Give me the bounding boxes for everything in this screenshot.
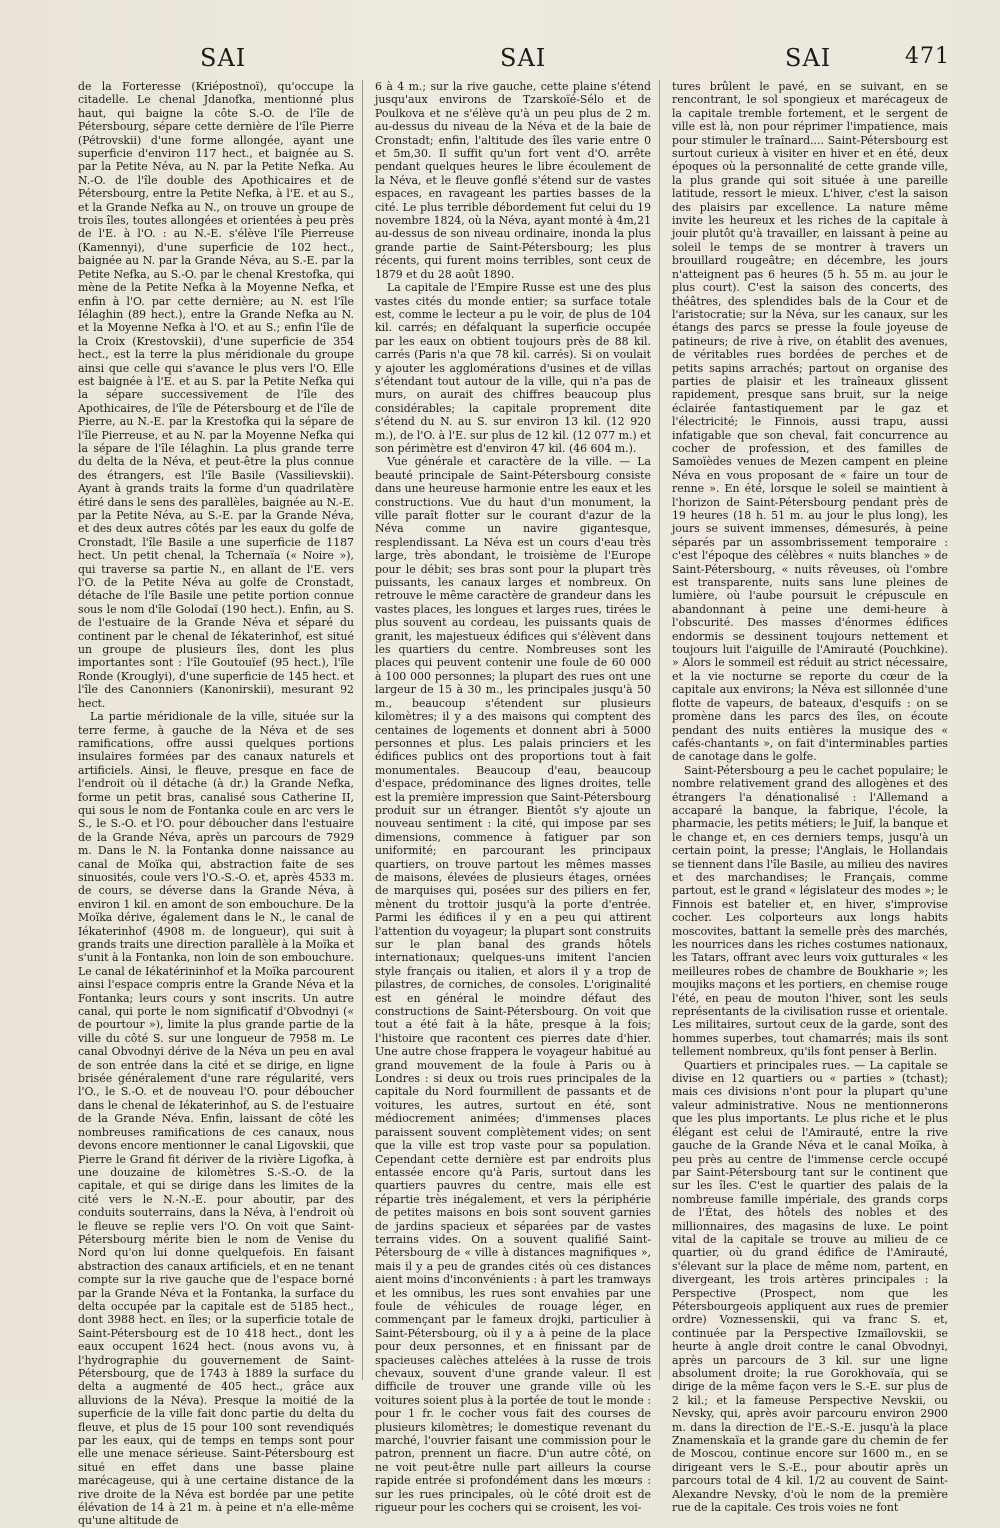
column-2 [375,80,660,1515]
header-left-word: SAI [200,44,247,72]
paragraph: tures brûlent le pavé, en se suivant, en se rencontrant, le sol spongieux et marécageux de la capitale tremble fortement, et le sergent de ville est là, non pour réprimer l'impatience, mais pour stimuler le traînard.... Saint-Pétersbourg est surtout curieux à visiter en hiver et en été, deux époques où la personnalité de cette grande ville, la plus grande qui soit située à une pareille latitude, ressort le mieux. L'hiver, c'est la saison des plaisirs par excellence. La nature même invite les heureux et les riches de la capitale à jouir plutôt qu'à travailler, en laissant à peine au soleil le temps de se montrer à travers un brouillard rougeâtre; en décembre, les jours n'atteignent pas 6 heures (5 h. 55 m. au jour le plus court). C'est la saison des concerts, des théâtres, des splendides bals de la Cour et de l'aristocratie; sur la Néva, sur les canaux, sur les étangs des parcs se presse la foule joyeuse de patineurs; de rive à rive, on établit des avenues, de véritables rues bordées de perches et de petits sapins arrachés; partout on organise des parties de plaisir et les traîneaux glissent rapidement, presque sans bruit, sur la neige éclairée fantastiquement par le gaz et l'électricité; le Finnois, aussi trapu, aussi infatigable que son cheval, fait concurrence au cocher de profession, et des familles de Samoïèdes venues de Mezen campent en pleine Néva en vous proposant de « faire un tour de renne ». En été, lorsque le soleil se maintient à l'horizon de Saint-Pétersbourg pendant près de 19 heures (18 h. 51 m. au jour le plus long), les jours se suivent immenses, démesurés, à peine séparés par un assombrissement temporaire : c'est l'époque des célèbres « nuits blanches » de Saint-Pétersbourg, « nuits rêveuses, où l'ombre est transparente, nuits sans lune pleines de lumière, où l'aube poursuit le crépuscule en abandonnant à peine une demi-heure à l'obscurité. Des masses d'énormes édifices endormis se dessinent toujours nettement et toujours luit l'aiguille de l'Amirauté (Pouchkine). » Alors le sommeil est réduit au strict nécessaire, et la vie nocturne se reporte du cœur de la capitale aux environs; la Néva est sillonnée d'une flotte de vapeurs, de bateaux, d'esquifs : on se promène dans les parcs des îles, on écoute pendant des nuits entières la musique des « cafés-chantants », on fait d'interminables parties de canotage dans le golfe. [672,80,948,764]
paragraph: 6 à 4 m.; sur la rive gauche, cette plaine s'étend jusqu'aux environs de Tzarskoïé-Sélo et de Poulkova et ne s'élève qu'à un peu plus de 2 m. au-dessus du niveau de la Néva et de la baie de Cronstadt; enfin, l'altitude des îles varie entre 0 et 5m,30. Il suffit qu'un fort vent d'O. arrête pendant quelques heures le libre écoulement de la Néva, et le fleuve gonflé s'étend sur de vastes espaces, en ravageant les parties basses de la cité. Le plus terrible débordement fut celui du 19 novembre 1824, où la Néva, ayant monté à 4m,21 au-dessus de son niveau ordinaire, inonda la plus grande partie de Saint-Pétersbourg; les plus récents, qui furent moins terribles, sont ceux de 1879 et du 28 août 1890. [375,80,651,281]
paragraph: Vue générale et caractère de la ville. — La beauté principale de Saint-Pétersbourg consiste dans une heureuse harmonie entre les eaux et les constructions. Vue du haut d'un monument, la ville paraît flotter sur le courant d'azur de la Néva comme un navire gigantesque, resplendissant. La Néva est un cours d'eau très large, très abondant, le troisième de l'Europe pour le débit; ses bras sont pour la plupart très puissants, les canaux larges et nombreux. On retrouve le même caractère de grandeur dans les vastes places, les longues et larges rues, tirées le plus souvent au cordeau, les puissants quais de granit, les majestueux édifices qui s'élèvent dans les quartiers du centre. Nombreuses sont les places qui peuvent contenir une foule de 60 000 à 100 000 personnes; la plupart des rues ont une largeur de 15 à 30 m., les principales jusqu'à 50 m., beaucoup s'étendent sur plusieurs kilomètres; il y a des maisons qui comptent des centaines de logements et donnent abri à 5000 personnes et plus. Les palais princiers et les édifices publics ont des proportions tout à fait monumentales. Beaucoup d'eau, beaucoup d'espace, prédominance des lignes droites, telle est la première impression que Saint-Pétersbourg produit sur un étranger. Bientôt s'y ajoute un nouveau sentiment : la cité, qui impose par ses dimensions, commence à fatiguer par son uniformité; en parcourant les principaux quartiers, on trouve partout les mêmes masses de maisons, élevées de plusieurs étages, ornées de marquises qui, posées sur des piliers en fer, mènent du trottoir jusqu'à la porte d'entrée. Parmi les édifices il y en a peu qui attirent l'attention du voyageur; la plupart sont construits sur le plan banal des grands hôtels internationaux; quelques-uns imitent l'ancien style français ou italien, et alors il y a trop de pilastres, de corniches, de consoles. L'originalité est en général le moindre défaut des constructions de Saint-Pétersbourg. On voit que tout a été fait à la hâte, presque à la fois; l'histoire que racontent ces pierres date d'hier. Une autre chose frappera le voyageur habitué au grand mouvement de la foule à Paris ou à Londres : si deux ou trois rues principales de la capitale du Nord fourmillent de passants et de voitures, les autres, surtout en été, sont médiocrement animées; d'immenses places paraissent souvent complètement vides; on sent que la ville est trop vaste pour sa population. Cependant cette dernière est par endroits plus entassée encore qu'à Paris, surtout dans les quartiers pauvres du centre, mais elle est répartie très inégalement, et vers la périphérie de petites maisons en bois sont souvent garnies de jardins spacieux et séparées par de vastes terrains vides. On a souvent qualifié Saint-Pétersbourg de « ville à distances magnifiques », mais il y a peu de grandes cités où ces distances aient moins d'inconvénients : à part les tramways et les omnibus, les rues sont envahies par une foule de véhicules de rouage léger, en commençant par le fameux drojki, particulier à Saint-Pétersbourg, où il y a à peine de la place pour deux personnes, et en finissant par de spacieuses calèches attelées à la russe de trois chevaux, souvent d'une grande valeur. Il est difficile de trouver une grande ville où les voitures soient plus à la portée de tout le monde : pour 1 fr. le cocher vous fait des courses de plusieurs kilomètres; le domestique revenant du marché, l'ouvrier faisant une commission pour le patron, prennent un fiacre. D'un autre côté, on ne voit peut-être nulle part ailleurs la course rapide entrée si profondément dans les mœurs : sur les rues principales, où le côté droit est de rigueur pour les cochers qui se croisent, les voi- [375,455,651,1515]
page-number: 471 [905,44,950,69]
paragraph: Quartiers et principales rues. — La capitale se divise en 12 quartiers ou « parties » (tchast); mais ces divisions n'ont pour la plupart qu'une valeur administrative. Nous ne mentionnerons que les plus importants. Le plus riche et le plus élégant est celui de l'Amirauté, entre la rive gauche de la Grande Néva et le canal Moïka, à peu près au centre de l'immense cercle occupé par Saint-Pétersbourg tant sur le continent que sur les îles. C'est le quartier des palais de la nombreuse famille impériale, des grands corps de l'État, des hôtels des nobles et des millionnaires, des magasins de luxe. Le point vital de la capitale se trouve au milieu de ce quartier, où du grand édifice de l'Amirauté, s'élevant sur la place de même nom, partent, en divergeant, les trois artères principales : la Perspective (Prospect, nom que les Pétersbourgeois appliquent aux rues de premier ordre) Voznessenskii, qui va franc S. et, continuée par la Perspective Izmaïlovskii, se heurte à angle droit contre le canal Obvodnyi, après un parcours de 3 kil. sur une ligne absolument droite; la rue Gorokhovaïa, qui se dirige de la même façon vers le S.-E. sur plus de 2 kil.; et la fameuse Perspective Nevskii, ou Nevsky, qui, après avoir parcouru environ 2900 m. dans la direction de l'E.-S.-E. jusqu'à la place Znamenskaïa et la grande gare du chemin de fer de Moscou, continue encore sur 1600 m., en se dirigeant vers le S.-E., pour aboutir après un parcours total de 4 kil. 1/2 au couvent de Saint-Alexandre Nevsky, d'où le nom de la première rue de la capitale. Ces trois voies ne font [672,1058,948,1515]
text-columns [78,80,948,1528]
paragraph: Saint-Pétersbourg a peu le cachet populaire; le nombre relativement grand des allogènes et des étrangers l'a dénationalisé : l'Allemand a accaparé la banque, la fabrique, l'école, la pharmacie, les petits métiers; le Juif, la banque et le change et, en ces derniers temps, jusqu'à un certain point, la presse; l'Anglais, le Hollandais se tiennent dans l'île Basile, au milieu des navires et des marchandises; le Français, comme partout, est le grand « législateur des modes »; le Finnois est batelier et, en hiver, s'improvise cocher. Les colporteurs aux longs habits moscovites, battant la semelle près des marchés, les nourrices dans les riches costumes nationaux, les Tatars, offrant avec leurs voix gutturales « les meilleures robes de chambre de Boukharie »; les moujiks maçons et les portiers, en chemise rouge l'été, en peau de mouton l'hiver, sont les seuls représentants de la civilisation russe et orientale. Les militaires, surtout ceux de la garde, sont des hommes superbes, tout chamarrés; mais ils sont tellement nombreux, qu'ils font penser à Berlin. [672,763,948,1059]
paragraph: La partie méridionale de la ville, située sur la terre ferme, à gauche de la Néva et de ses ramifications, offre aussi quelques portions insulaires formées par des canaux naturels et artificiels. Ainsi, le fleuve, presque en face de l'endroit où il détache (à dr.) la Grande Nefka, forme un petit bras, canalisé sous Catherine II, qui sous le nom de Fontanka coule en arc vers le S., le S.-O. et l'O. pour déboucher dans l'estuaire de la Grande Néva, après un parcours de 7929 m. Dans le N. la Fontanka donne naissance au canal de Moïka qui, abstraction faite de ses sinuosités, coule vers l'O.-S.-O. et, après 4533 m. de cours, se déverse dans la Grande Néva, à environ 1 kil. en amont de son embouchure. De la Moïka dérive, également dans le N., le canal de Iékaterinhof (4908 m. de longueur), qui suit à grands traits une direction parallèle à la Moïka et s'unit à la Fontanka, non loin de son embouchure. Le canal de Iékatérininhof et la Moïka parcourent ainsi l'espace compris entre la Grande Néva et la Fontanka; leurs cours y sont inscrits. Un autre canal, qui porte le nom significatif d'Obvodnyi (« de pourtour »), limite la plus grande partie de la ville du côté S. sur une longueur de 7958 m. Le canal Obvodnyi dérive de la Néva un peu en aval de son entrée dans la cité et se dirige, en ligne brisée généralement d'une rare régularité, vers l'O., le S.-O. et de nouveau l'O. pour déboucher dans le chenal de Iékaterinhof, au S. de l'estuaire de la Grande Néva. Enfin, laissant de côté les nombreuses ramifications de ces canaux, nous devons encore mentionner le canal Ligovskii, que Pierre le Grand fit dériver de la rivière Ligofka, à une douzaine de kilomètres S.-S.-O. de la capitale, et qui se dirige dans les limites de la cité vers le N.-N.-E. pour aboutir, par des conduits souterrains, dans la Néva, à l'endroit où le fleuve se replie vers l'O. On voit que Saint-Pétersbourg mérite bien le nom de Venise du Nord qu'on lui donne quelquefois. En faisant abstraction des canaux artificiels, et en ne tenant compte sur la rive gauche que de l'espace borné par la Grande Néva et la Fontanka, la surface du delta occupée par la capitale est de 5185 hect., dont 3988 hect. en îles; or la superficie totale de Saint-Pétersbourg est de 10 418 hect., dont les eaux occupent 1624 hect. (nous avons vu, à l'hydrographie du gouvernement de Saint-Pétersbourg, que de 1743 à 1889 la surface du delta a augmenté de 405 hect., grâce aux alluvions de la Néva). Presque la moitié de la superficie de la ville fait donc partie du delta du fleuve, et plus de 15 pour 100 sont revendiqués par les eaux, qui de temps en temps sont pour elle une menace sérieuse. Saint-Pétersbourg est situé en effet dans une basse plaine marécageuse, qui à une certaine distance de la rive droite de la Néva est bordée par une petite élévation de 14 à 21 m. à peine et n'a elle-même qu'une altitude de [78,710,354,1528]
column-1 [78,80,363,1528]
paragraph: de la Forteresse (Kriépostnoï), qu'occupe la citadelle. Le chenal Jdanofka, mentionné plus haut, qui baigne la côte S.-O. de l'île de Pétersbourg, sépare cette dernière de l'île Pierre (Pétrovskii) d'une forme allongée, ayant une superficie d'environ 117 hect., et baignée au S. par la Petite Néva, au N. par la Petite Nefka. Au N.-O. de l'île double des Apothicaires et de Pétersbourg, entre la Petite Nefka, à l'E. et au S., et la Grande Nefka au N., on trouve un groupe de trois îles, toutes allongées et orientées à peu près de l'E. à l'O. : au N.-E. s'élève l'île Pierreuse (Kamennyi), d'une superficie de 102 hect., baignée au N. par la Grande Néva, au S.-E. par la Petite Nefka, au S.-O. par le chenal Krestofka, qui mène de la Petite Nefka à la Moyenne Nefka, et enfin à l'O. par cette dernière; au N. est l'île Iélaghin (89 hect.), entre la Grande Nefka au N. et la Moyenne Nefka à l'O. et au S.; enfin l'île de la Croix (Krestovskii), d'une superficie de 354 hect., est la terre la plus méridionale du groupe ainsi que celle qui s'avance le plus vers l'O. Elle est baignée à l'E. et au S. par la Petite Nefka qui la sépare successivement de l'île des Apothicaires, de l'île de Pétersbourg et de l'île de Pierre, au N.-E. par la Krestofka qui la sépare de l'île Pierreuse, et au N. par la Moyenne Nefka qui la sépare de l'île Iélaghin. La plus grande terre du delta de la Néva, et peut-être la plus connue des étrangers, est l'île Basile (Vassilievskii). Ayant à grands traits la forme d'un quadrilatère étiré dans le sens des parallèles, baignée au N.-E. par la Petite Néva, au S.-E. par la Grande Néva, et des deux autres côtés par les eaux du golfe de Cronstadt, l'île Basile a une superficie de 1187 hect. Un petit chenal, la Tchernaïa (« Noire »), qui traverse sa partie N., en allant de l'E. vers l'O. de la Petite Néva au golfe de Cronstadt, détache de l'île Basile une petite portion connue sous le nom d'île Golodaï (190 hect.). Enfin, au S. de l'estuaire de la Grande Néva et séparé du continent par le chenal de Iékaterinhof, est situé un groupe de plusieurs îles, dont les plus importantes sont : l'île Goutouïef (95 hect.), l'île Ronde (Krouglyi), d'une superficie de 145 hect. et l'île des Canonniers (Kanonirskii), mesurant 92 hect. [78,80,354,710]
running-header [70,44,950,84]
paragraph: La capitale de l'Empire Russe est une des plus vastes cités du monde entier; sa surface totale est, comme le lecteur a pu le voir, de plus de 104 kil. carrés; en défalquant la superficie occupée par les eaux on obtient toujours près de 88 kil. carrés (Paris n'a que 78 kil. carrés). Si on voulait y ajouter les agglomérations d'usines et de villas s'étendant tout autour de la ville, qui n'a pas de murs, on aurait des chiffres beaucoup plus considérables; la capitale proprement dite s'étend du N. au S. sur environ 13 kil. (12 920 m.), de l'O. à l'E. sur plus de 12 kil. (12 077 m.) et son périmètre est d'environ 47 kil. (46 604 m.). [375,281,651,455]
header-center-word: SAI [500,44,547,72]
column-3 [672,80,948,1515]
header-right-word: SAI [785,44,832,72]
